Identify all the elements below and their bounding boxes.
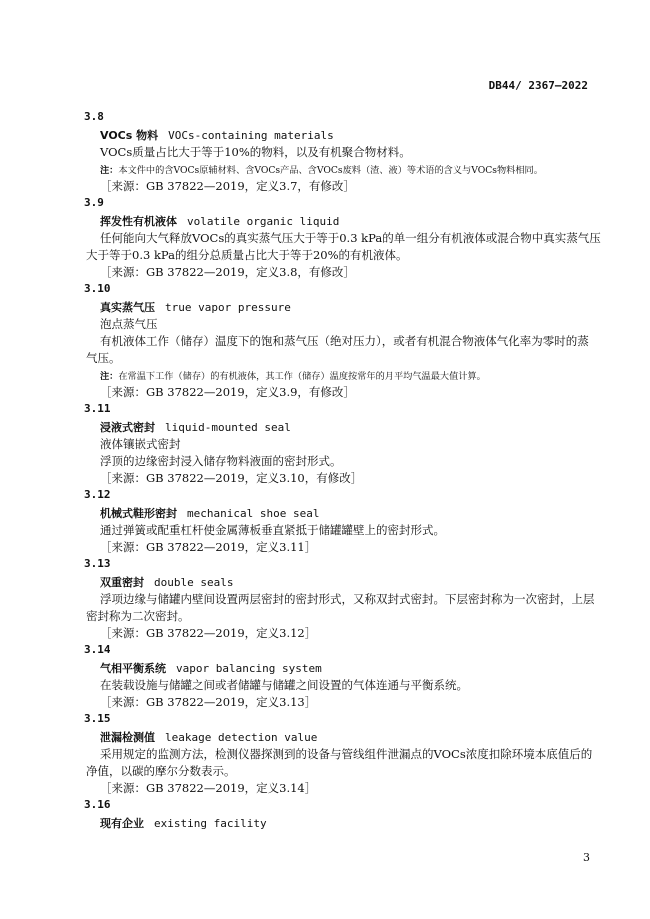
term-english: volatile organic liquid [187,215,340,228]
term-english: leakage detection value [165,731,318,744]
term-number: 3.14 [84,643,111,656]
term-title [100,574,233,590]
definition-line: 密封称为二次密封。 [86,609,190,623]
term-english: double seals [154,576,234,589]
term-chinese: 气相平衡系统 [100,662,166,675]
term-title [100,213,339,229]
term-number: 3.8 [84,110,104,123]
term-chinese: 双重密封 [100,576,144,589]
term-chinese: 真实蒸气压 [100,301,155,314]
term-title [100,127,334,143]
source-reference: ［来源：GB 37822—2019，定义3.11］ [100,540,317,554]
term-chinese: VOCs 物料 [100,129,159,142]
note-label: 注： [100,371,119,382]
definition-line: VOCs质量占比大于等于10%的物料，以及有机聚合物材料。 [100,145,411,159]
term-title [100,815,267,831]
term-title [100,419,291,435]
term-number: 3.16 [84,798,111,811]
term-chinese: 浸液式密封 [100,421,155,434]
source-reference: ［来源：GB 37822—2019，定义3.8，有修改］ [100,265,355,279]
definition-line: 任何能向大气释放VOCs的真实蒸气压大于等于0.3 kPa的单一组分有机液体或混合物中真实蒸气压 [100,231,601,245]
source-reference: ［来源：GB 37822—2019，定义3.7，有修改］ [100,179,355,193]
term-title [100,660,322,676]
definition-line: 有机液体工作（储存）温度下的饱和蒸气压（绝对压力），或者有机混合物液体气化率为零时的蒸 [100,334,589,348]
term-chinese: 挥发性有机液体 [100,215,177,228]
term-chinese: 现有企业 [100,817,144,830]
note [100,368,486,382]
term-english: vapor balancing system [176,662,322,675]
term-english: VOCs-containing materials [168,129,334,142]
note [100,162,543,176]
source-reference: ［来源：GB 37822—2019，定义3.9，有修改］ [100,385,355,399]
source-reference: ［来源：GB 37822—2019，定义3.12］ [100,626,317,640]
definition-line: 通过弹簧或配重杠杆使金属薄板垂直紧抵于储罐罐壁上的密封形式。 [100,523,445,537]
document-code: DB44/ 2367—2022 [488,79,588,92]
term-english: existing facility [154,817,267,830]
source-reference: ［来源：GB 37822—2019，定义3.10，有修改］ [100,471,363,485]
term-number: 3.15 [84,712,111,725]
definition-line: 浮顶的边缘密封浸入储存物料液面的密封形式。 [100,454,342,468]
definition-line: 浮项边缘与储罐内壁间设置两层密封的密封形式，又称双封式密封。下层密封称为一次密封，上层 [100,592,595,606]
definition-line: 在装载设施与储罐之间或者储罐与储罐之间设置的气体连通与平衡系统。 [100,678,468,692]
term-title [100,729,317,745]
term-chinese: 机械式鞋形密封 [100,507,177,520]
term-title [100,505,319,521]
definition-line: 气压。 [86,351,121,365]
definition-line: 净值，以碳的摩尔分数表示。 [86,764,236,778]
term-chinese: 泄漏检测值 [100,731,155,744]
term-english: liquid-mounted seal [165,421,291,434]
term-english: mechanical shoe seal [187,507,320,520]
note-text: 在常温下工作（储存）的有机液体，其工作（储存）温度按常年的月平均气温最大值计算。 [118,371,486,382]
term-title [100,299,291,315]
source-reference: ［来源：GB 37822—2019，定义3.13］ [100,695,317,709]
alternate-term: 泡点蒸气压 [100,317,158,331]
alternate-term: 液体镶嵌式密封 [100,437,181,451]
term-number: 3.11 [84,402,111,415]
note-text: 本文件中的含VOCs原辅材料、含VOCs产品、含VOCs废料（渣、液）等术语的含义与VOCs物料相同。 [118,165,543,176]
term-number: 3.10 [84,282,111,295]
term-number: 3.9 [84,196,104,209]
page-number: 3 [583,851,590,864]
definition-line: 大于等于0.3 kPa的组分总质量占比大于等于20%的有机液体。 [86,248,408,262]
term-english: true vapor pressure [165,301,291,314]
definition-line: 采用规定的监测方法，检测仪器探测到的设备与管线组件泄漏点的VOCs浓度扣除环境本底值后的 [100,747,593,761]
note-label: 注： [100,165,119,176]
source-reference: ［来源：GB 37822—2019，定义3.14］ [100,781,317,795]
term-number: 3.13 [84,557,111,570]
term-number: 3.12 [84,488,111,501]
